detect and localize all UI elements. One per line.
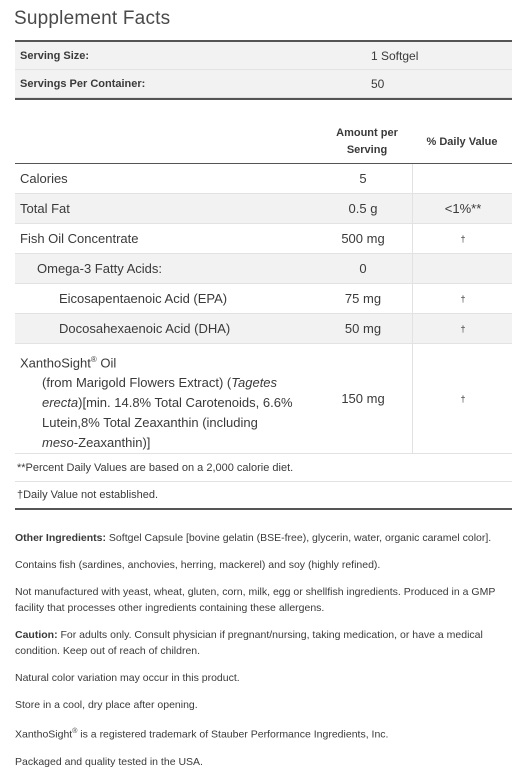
xantho-desc-italic: meso xyxy=(42,435,74,451)
divider xyxy=(15,98,512,120)
xantho-desc-italic: erecta xyxy=(42,395,79,411)
serving-size-value: 1 Softgel xyxy=(371,48,419,63)
table-row xyxy=(15,284,512,314)
servings-per-container-label: Servings Per Container: xyxy=(20,77,146,90)
xantho-desc-part: Lutein,8% Total Zeaxanthin (including xyxy=(42,415,258,431)
table-row xyxy=(15,314,512,344)
xantho-desc-part: )[min. 14.8% Total Carotenoids, 6.6% xyxy=(78,395,293,411)
nutrient-amount: 75 mg xyxy=(344,291,382,306)
footnote-text: **Percent Daily Values are based on a 2,000 calorie diet. xyxy=(17,461,294,474)
trademark-note xyxy=(15,724,510,743)
nutrient-dv: † xyxy=(412,344,513,453)
other-ingredients xyxy=(15,530,510,546)
xantho-desc-italic: Tagetes xyxy=(231,375,278,391)
nutrient-dv: <1%** xyxy=(412,194,513,223)
nutrient-dv: † xyxy=(412,314,513,343)
nutrient-amount: 5 xyxy=(359,171,367,186)
dagger-footnote xyxy=(15,482,512,510)
caution-label: Caution: xyxy=(15,629,58,641)
table-row xyxy=(15,344,512,454)
nutrient-dv xyxy=(412,254,513,283)
nutrient-dv: † xyxy=(412,284,513,313)
amount-header-line2: Serving xyxy=(346,143,388,156)
servings-per-container-row xyxy=(15,70,512,98)
serving-size-row xyxy=(15,42,512,70)
xantho-name: XanthoSight xyxy=(20,355,91,371)
footnote-text: †Daily Value not established. xyxy=(17,489,159,501)
packaged-note: Packaged and quality tested in the USA. xyxy=(15,755,203,768)
registered-mark: ® xyxy=(72,728,78,735)
table-row xyxy=(15,224,512,254)
nutrient-amount: 50 mg xyxy=(344,321,382,336)
table-row xyxy=(15,164,512,194)
nutrient-name: Total Fat xyxy=(20,201,70,216)
xantho-title xyxy=(20,350,310,373)
storage-note: Store in a cool, dry place after opening. xyxy=(15,699,198,711)
xantho-desc-part: -Zeaxanthin)] xyxy=(73,435,151,451)
trademark-text: is a registered trademark of Stauber Performance Ingredients, Inc. xyxy=(77,728,389,741)
xantho-description xyxy=(20,373,310,453)
servings-per-container-value: 50 xyxy=(371,76,385,91)
table-row xyxy=(15,254,512,284)
nutrient-name: Calories xyxy=(20,171,68,186)
xantho-name-suffix: Oil xyxy=(96,355,117,371)
trademark-name: XanthoSight xyxy=(15,728,73,741)
amount-per-serving-header xyxy=(320,125,414,159)
nutrient-name: Omega-3 Fatty Acids: xyxy=(37,261,162,276)
nutrient-name: Fish Oil Concentrate xyxy=(20,231,139,246)
supplement-facts-table xyxy=(15,40,512,510)
registered-mark: ® xyxy=(90,355,97,364)
percent-dv-footnote xyxy=(15,454,512,482)
xantho-desc-part: (from Marigold Flowers Extract) ( xyxy=(42,375,232,391)
product-notes xyxy=(15,530,510,781)
nutrient-name: Docosahexaenoic Acid (DHA) xyxy=(59,321,231,336)
contains-note: Contains fish (sardines, anchovies, herring, mackerel) and soy (highly refined). xyxy=(15,559,381,571)
color-note: Natural color variation may occur in this product. xyxy=(15,672,240,684)
nutrient-name xyxy=(20,350,310,453)
caution-text: For adults only. Consult physician if pregnant/nursing, taking medication, or have a medical condition. Keep out of reach of children. xyxy=(15,629,483,657)
other-ingredients-text: Softgel Capsule [bovine gelatin (BSE-free), glycerin, water, organic caramel color]. xyxy=(106,532,492,544)
nutrient-amount: 150 mg xyxy=(341,391,385,406)
nutrient-dv xyxy=(412,164,513,193)
table-header xyxy=(15,120,512,164)
serving-size-label: Serving Size: xyxy=(20,49,90,62)
daily-value-header: % Daily Value xyxy=(426,135,498,148)
nutrient-dv: † xyxy=(412,224,513,253)
allergen-note: Not manufactured with yeast, wheat, gluten, corn, milk, egg or shellfish ingredients. Produced in a GMP facility that processes other ingredients containing these allergens. xyxy=(15,586,496,614)
nutrient-name: Eicosapentaenoic Acid (EPA) xyxy=(59,291,228,306)
nutrient-amount: 500 mg xyxy=(341,231,385,246)
table-row xyxy=(15,194,512,224)
caution-note xyxy=(15,627,510,659)
nutrient-amount: 0.5 g xyxy=(348,201,378,216)
page-title: Supplement Facts xyxy=(14,8,171,29)
amount-header-line1: Amount per xyxy=(336,126,398,139)
other-ingredients-label: Other Ingredients: xyxy=(15,532,107,544)
nutrient-amount: 0 xyxy=(359,261,367,276)
